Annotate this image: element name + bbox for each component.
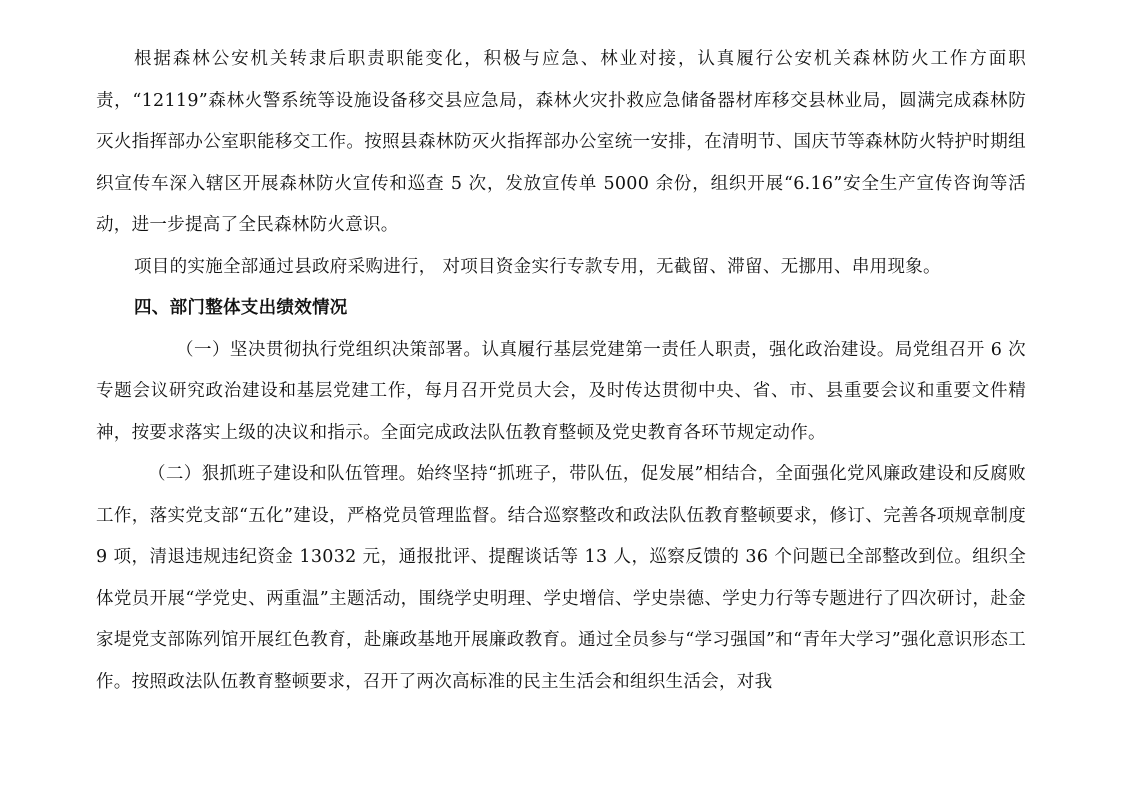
- paragraph-section-one: （一）坚决贯彻执行党组织决策部署。认真履行基层党建第一责任人职责，强化政治建设。局党组召开 6 次专题会议研究政治建设和基层党建工作，每月召开党员大会，及时传达贯彻中央、省、市、县重要会议和重要文件精神，按要求落实上级的决议和指示。全面完成政法队伍教育整顿及党史教育各环节规定动作。: [96, 339, 1026, 443]
- paragraph-procurement: 项目的实施全部通过县政府采购进行， 对项目资金实行专款专用，无截留、滞留、无挪用、串用现象。: [134, 256, 941, 277]
- document-body: [96, 39, 1026, 703]
- section-heading: 四、部门整体支出绩效情况: [134, 298, 348, 318]
- paragraph-forest-fire-duties: 根据森林公安机关转隶后职责职能变化，积极与应急、林业对接，认真履行公安机关森林防火工作方面职责，“12119”森林火警系统等设施设备移交县应急局，森林火灾扑救应急储备器材库移交县林业局，圆满完成森林防灭火指挥部办公室职能移交工作。按照县森林防灭火指挥部办公室统一安排，在清明节、国庆节等森林防火特护时期组织宣传车深入辖区开展森林防火宣传和巡查 5 次，发放宣传单 5000 余份，组织开展“6.16”安全生产宣传咨询等活动，进一步提高了全民森林防火意识。: [96, 49, 1026, 235]
- paragraph-section-two: （二）狠抓班子建设和队伍管理。始终坚持“抓班子，带队伍，促发展”相结合，全面强化党风廉政建设和反腐败工作，落实党支部“五化”建设，严格党员管理监督。结合巡察整改和政法队伍教育整顿要求，修订、完善各项规章制度 9 项，清退违规违纪资金 13032 元，通报批评、提醒谈话等 13 人，巡察反馈的 36 个问题已全部整改到位。组织全体党员开展“学党史、两重温”主题活动，围绕学史明理、学史增信、学史崇德、学史力行等专题进行了四次研讨，赴金家堤党支部陈列馆开展红色教育，赴廉政基地开展廉政教育。通过全员参与“学习强国”和“青年大学习”强化意识形态工作。按照政法队伍教育整顿要求，召开了两次高标准的民主生活会和组织生活会，对我: [96, 464, 1026, 692]
